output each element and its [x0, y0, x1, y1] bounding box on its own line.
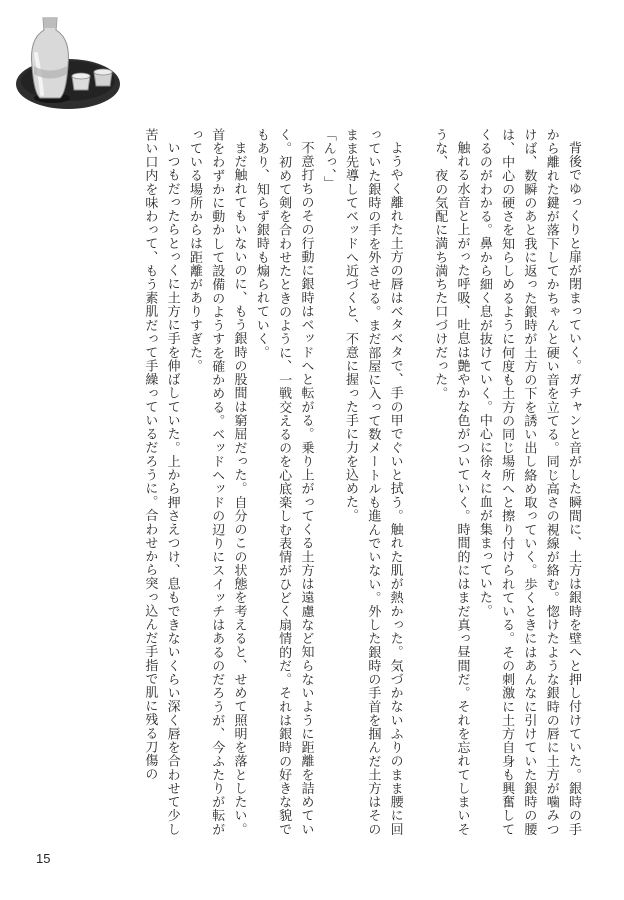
paragraph: 触れる水音と上がった呼吸、吐息は艶やかな色がついていく。時間的にはまだ真っ昼間だ。それを忘れてしまいそうな、夜の気配に満ち満ちた口づけだった。 [432, 128, 470, 836]
sake-bottle-and-cups-icon [10, 10, 128, 114]
blank-line [406, 128, 428, 836]
paragraph: 背後でゆっくりと扉が閉まっていく。ガチャンと音がした瞬間に、土方は銀時を壁へと押し付けていた。銀時の手から離れた鍵が落下してかちゃんと硬い音を立てる。同じ高さの視線が絡む。惚けたような銀時の唇に土方が噛みつけば、数瞬のあと我に返った銀時が土方の下を誘い出し絡め取っていく。歩くときにはあんなに引けていた銀時の腰は、中心の硬さを知らしめるように何度も土方の同じ場所へと擦り付けられている。その刺激に土方自身も興奮してくるのがわかる。鼻から細く息が抜けていく。中心に徐々に血が集まっていた。 [476, 128, 581, 836]
paragraph: ようやく離れた土方の唇はベタベタで、手の甲でぐいと拭う。触れた肌が熱かった。気づかないふりのまま腰に回っていた銀時の手を外させる。まだ部屋に入って数メートルも進んでいない。外した銀時の手首を掴んだ土方はそのまま先導してベッドへ近づくと、不意に握った手に力を込めた。 [343, 128, 403, 836]
novel-text-block [106, 128, 584, 836]
page-number: 15 [36, 851, 51, 866]
paragraph: いつもだったらとっくに土方に手を伸ばしていた。上から押さえつけ、息もできないくらい深く唇を合わせて少し苦い口内を味わって、もう素肌だって手繰っているだろうに。合わせから突っ込んだ手指で肌に残る刀傷の [142, 128, 180, 836]
paragraph: まだ触れてもいないのに、もう銀時の股間は窮屈だった。自分のこの状態を考えると、せめて照明を落としたい。首をわずかに動かして設備のようすを確かめる。ベッドヘッドの辺りにスイッチはあるのだろうが、今ふたりが転がっている場所からは距離がありすぎた。 [186, 128, 247, 836]
dialogue-line: 「んっ、」 [320, 128, 336, 190]
paragraph: 不意打ちのその行動に銀時はベッドへと転がる。乗り上がってくる土方は遠慮など知らないように距離を詰めていく。初めて剣を合わせたときのように、一戦交えるのを心底楽しむ表情がひどく扇情的だ。それは銀時の好きな貌でもあり、知らず銀時も煽られていく。 [253, 128, 314, 836]
